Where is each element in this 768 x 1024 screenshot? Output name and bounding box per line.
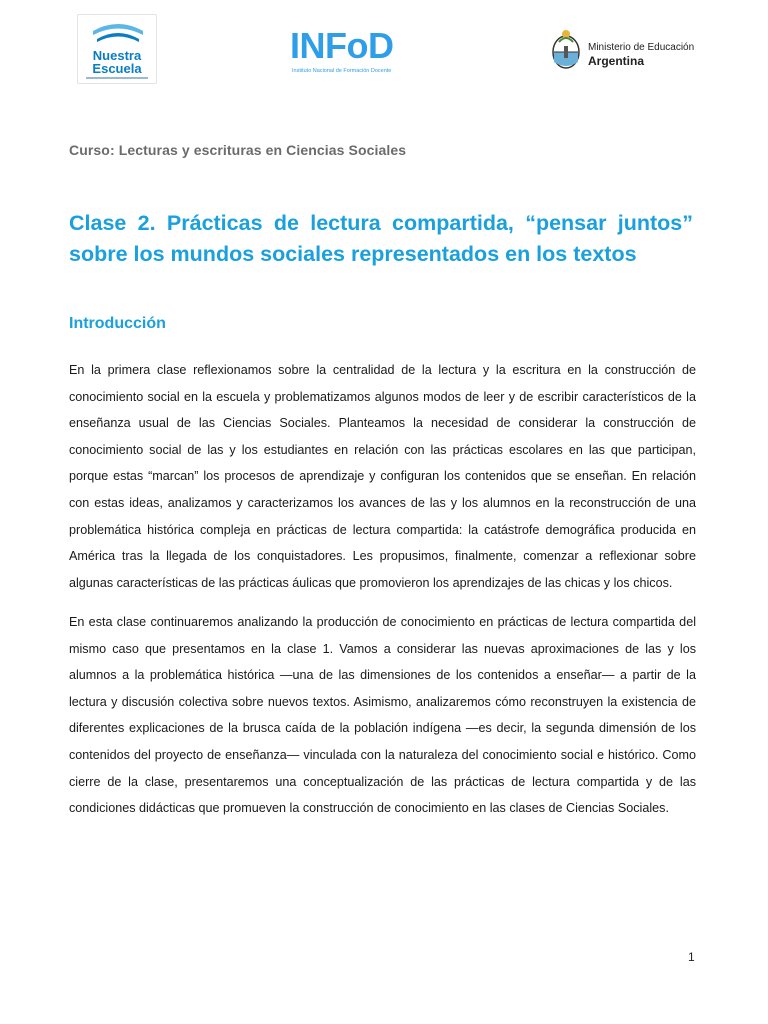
paragraph: En esta clase continuaremos analizando la producción de conocimiento en prácticas de lectura compartida del mismo caso que presentamos en la clase 1. Vamos a considerar las nuevas aproximaciones de las y los alumnos a la problemática histórica —una de las dimensiones de los contenidos a enseñar— a partir de la lectura y discusión colectiva sobre nuevos textos. Asimismo, analizaremos cómo reconstruyen la existencia de diferentes explicaciones de la brusca caída de la población indígena —es decir, la segunda dimensión de los contenidos del proyecto de enseñanza— vinculada con la naturaleza del conocimiento social e histórico. Como cierre de la clase, presentaremos una conceptualización de las prácticas de lectura compartida y de las condiciones didácticas que promueven la construcción de conocimiento en las clases de Ciencias Sociales. bbox=[69, 615, 696, 816]
nuestra-escuela-logo bbox=[77, 14, 157, 84]
infod-name: INFoD bbox=[290, 25, 394, 66]
logo-underline bbox=[86, 77, 148, 79]
page-title: Clase 2. Prácticas de lectura compartida, “pensar juntos” sobre los mundos sociales representados en los textos bbox=[69, 211, 693, 266]
logo-left-line2: Escuela bbox=[92, 61, 142, 76]
national-seal-icon bbox=[550, 28, 582, 72]
roof-arcs-icon bbox=[89, 17, 147, 49]
logo-left-line1: Nuestra bbox=[92, 48, 142, 63]
ministerio-line1: Ministerio de Educación bbox=[588, 42, 695, 53]
paragraph: En la primera clase reflexionamos sobre la centralidad de la lectura y la escritura en la construcción de conocimiento social en la escuela y problematizamos algunos modos de leer y de escribir característicos de la enseñanza usual de las Ciencias Sociales. Planteamos la necesidad de considerar la construcción de conocimiento social de las y los estudiantes en relación con las prácticas escolares en las que participan, porque estas “marcan” los procesos de aprendizaje y configuran los contenidos que se enseñan. En relación con estas ideas, analizamos y caracterizamos los avances de las y los alumnos en la reconstrucción de una problemática histórica compleja en prácticas de lectura compartida: la catástrofe demográfica producida en América tras la llegada de los conquistadores. Les propusimos, finalmente, comenzar a reflexionar sobre algunas características de las prácticas áulicas que promovieron los aprendizajes de las chicas y los chicos. bbox=[69, 363, 696, 590]
infod-subtitle: Instituto Nacional de Formación Docente bbox=[292, 68, 392, 74]
page-number: 1 bbox=[688, 950, 695, 964]
infod-logo bbox=[290, 25, 420, 78]
ministerio-logo bbox=[550, 28, 720, 76]
header bbox=[0, 0, 768, 100]
section-title: Introducción bbox=[69, 315, 166, 332]
course-label: Curso: Lecturas y escrituras en Ciencias Sociales bbox=[69, 142, 407, 158]
ministerio-line2: Argentina bbox=[588, 54, 645, 68]
